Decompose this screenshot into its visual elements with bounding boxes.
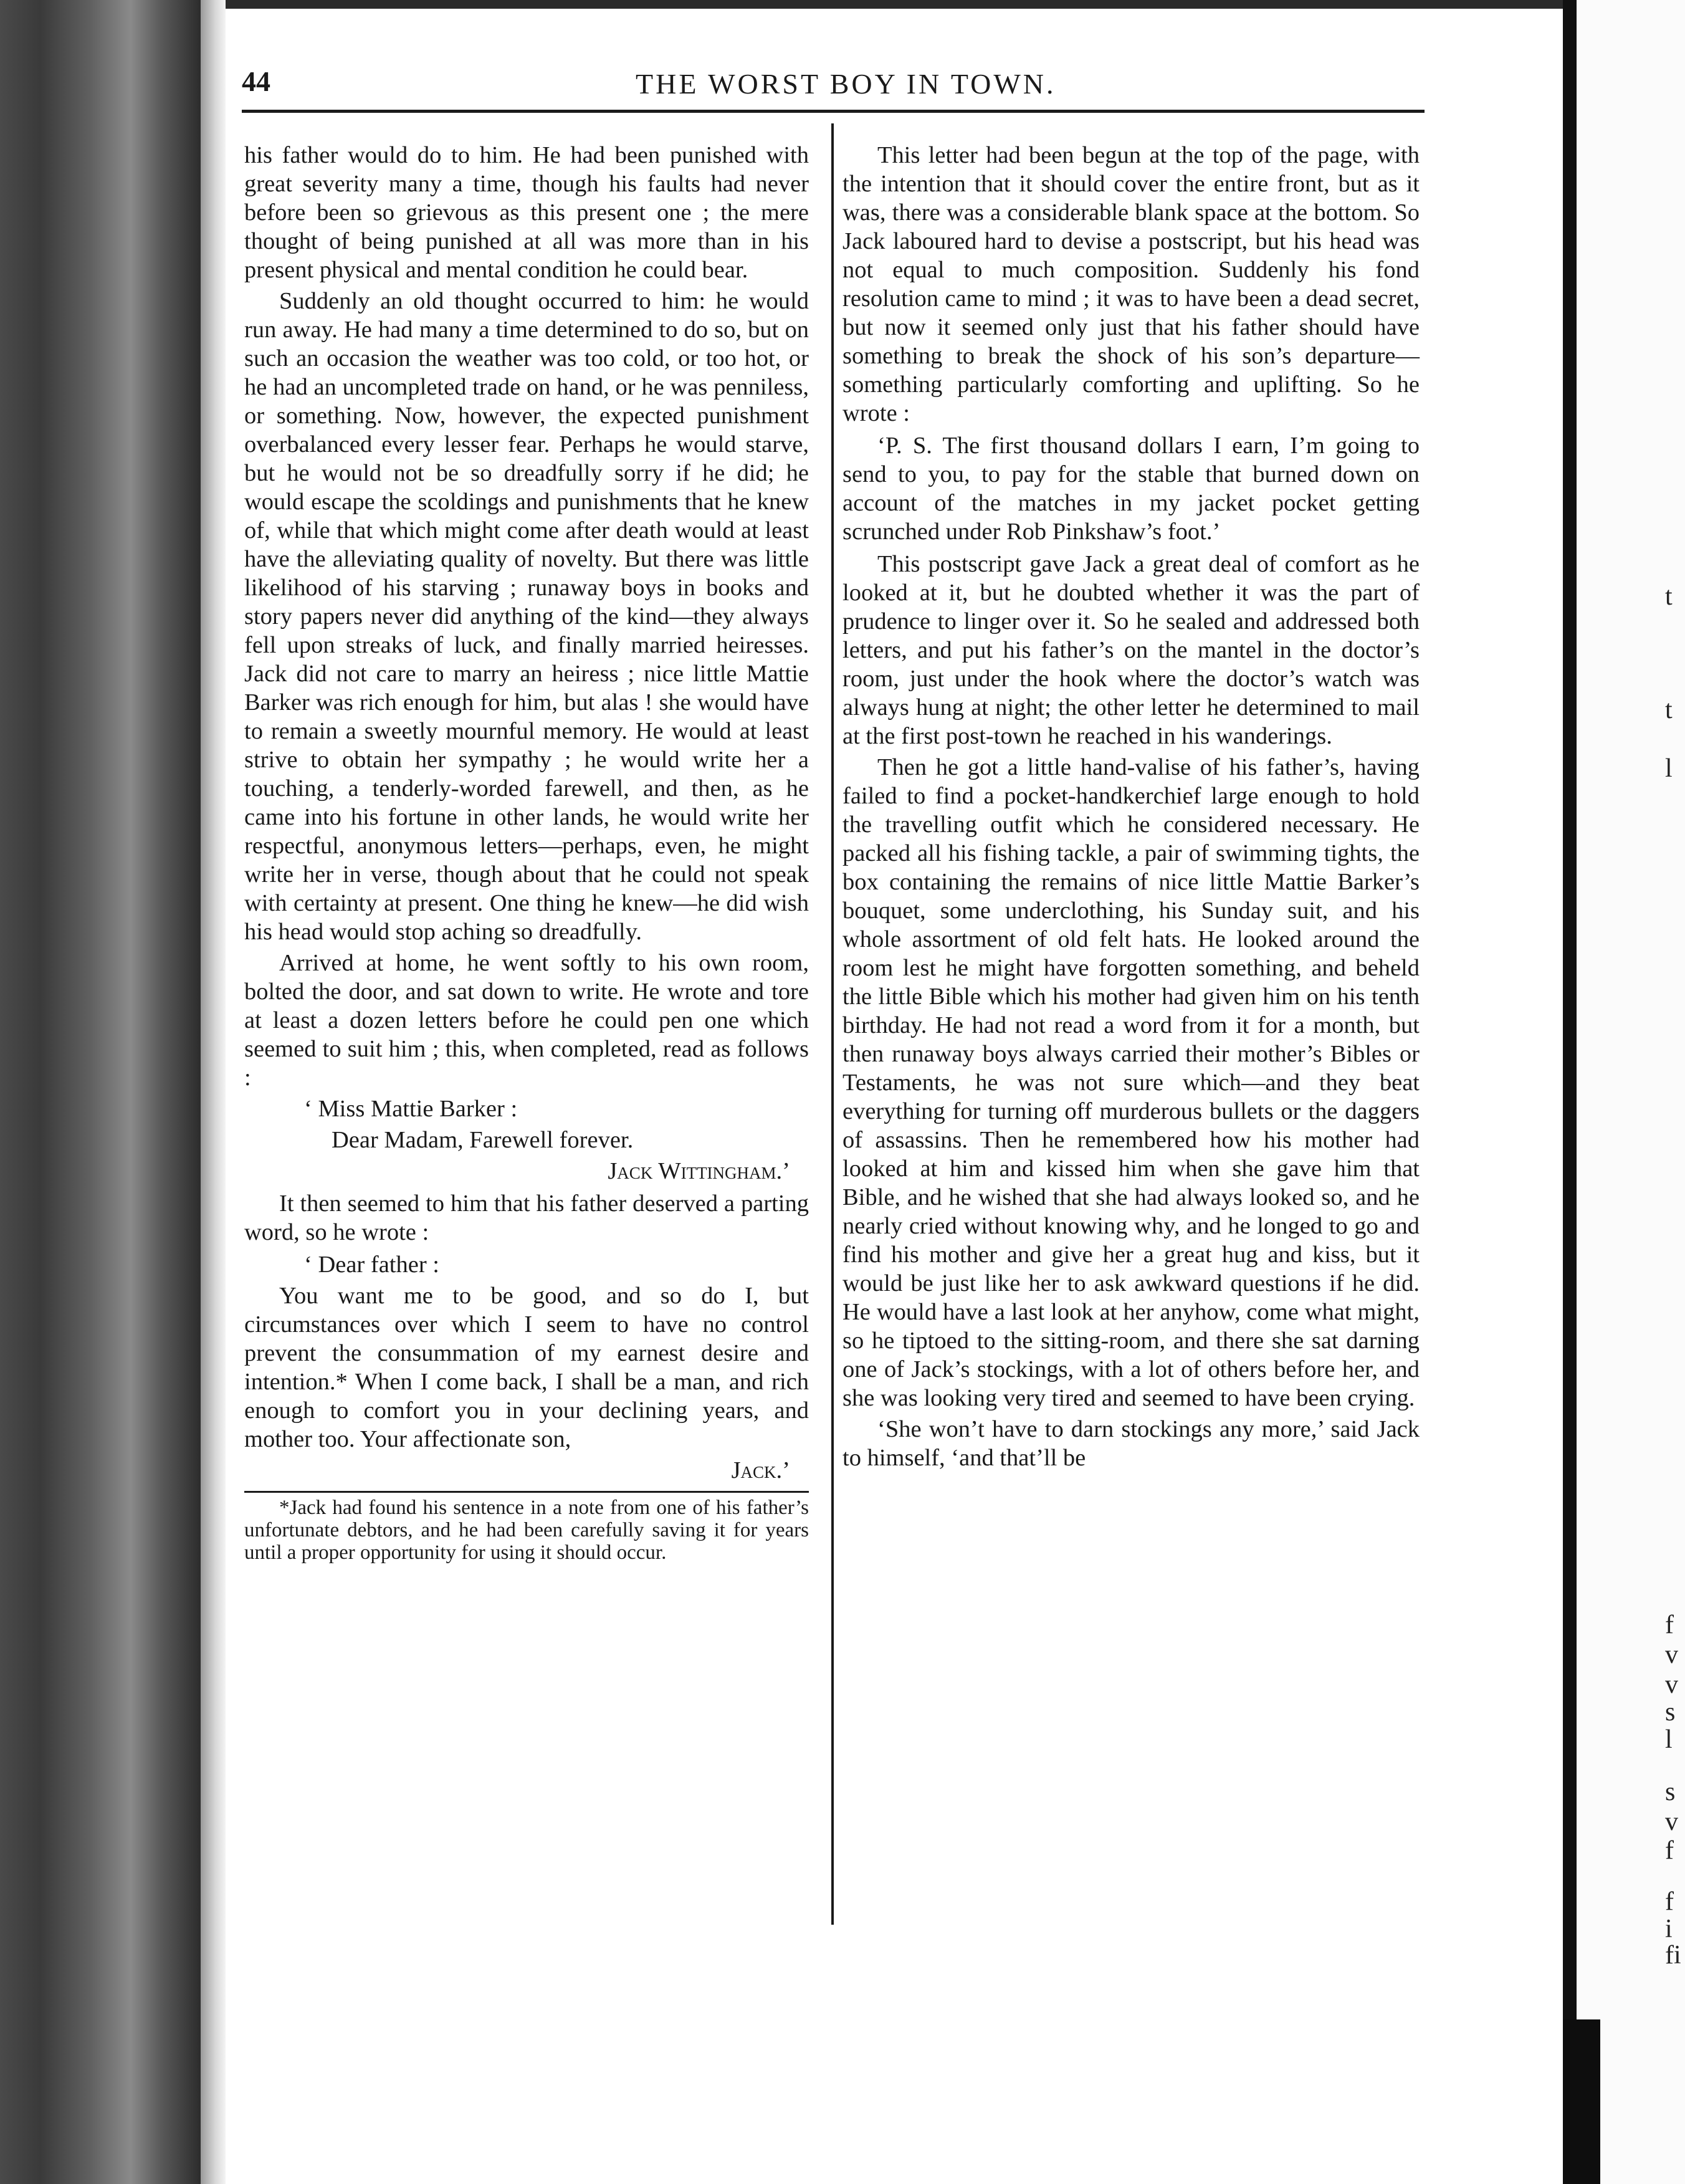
paragraph: Suddenly an old thought occurred to him: he would run away. He had many a time determined to do so, but on such an occasion the weather was too cold, or too hot, or he had an uncompleted trade on hand, or he was penniless, or something. Now, however, the expected punishment overbalanced every lesser fear. Perhaps he would starve, but he would not be so dreadfully sorry if he did; he would escape the scoldings and punishments that he knew of, while that which might come after death would at least have the alleviating quality of novelty. But there was little likelihood of his starving ; runaway boys in books and story papers never did anything of the kind—they always fell upon streaks of luck, and finally married heiresses. Jack did not care to marry an heiress ; nice little Mattie Barker was rich enough for him, but alas ! she would have to remain a sweetly mournful memory. He would at least strive to obtain her sympathy ; he would write her a touching, a tenderly-worded farewell, and then, as he came into his fortune in other lands, he would write her respectful, anonymous letters—perhaps, even, he might write her in verse, though about that he could not speak with certainty at present. One thing he knew—he did wish his head would stop aching so dreadfully. — [244, 288, 809, 945]
next-page-fragment: s — [1665, 1778, 1676, 1806]
running-title: THE WORST BOY IN TOWN. — [636, 68, 1056, 100]
top-edge-shadow — [226, 0, 1563, 9]
footnote: *Jack had found his sentence in a note from one of his father’s unfortunate debtors, and he had been carefully saving it for years until a proper opportunity for using it should occur. — [244, 1497, 809, 1564]
left-column — [244, 141, 809, 1564]
letter-body: You want me to be good, and so do I, but circumstances over which I seem to have no control prevent the consummation of my earnest desire and intention.* When I come back, I shall be a man, and rich enough to comfort you in your declining years, and mother too. Your affectionate son, — [244, 1283, 809, 1452]
column-divider — [831, 123, 834, 1925]
page-edge — [1563, 0, 1577, 2184]
page-number: 44 — [242, 65, 270, 97]
postscript: ‘P. S. The first thousand dollars I earn, I’m going to send to you, to pay for the stable that burned down on account of the matches in my jacket pocket getting scrunched under Rob Pinkshaw’s foot.’ — [842, 433, 1420, 545]
next-page-fragment: i — [1665, 1915, 1673, 1943]
letter-signature: Jack Wittingham.’ — [608, 1158, 790, 1184]
right-column — [842, 141, 1420, 1472]
scan-corner-shadow — [1563, 2019, 1600, 2184]
paragraph: Then he got a little hand-valise of his father’s, having failed to find a pocket-handkerchief large enough to hold the travelling outfit which he considered necessary. He packed all his fishing tackle, a pair of swimming tights, the box containing the remains of nice little Mattie Barker’s bouquet, some underclothing, his Sunday suit, and his whole assortment of old felt hats. He looked around the room lest he might have forgotten something, and beheld the little Bible which his mother had given him on his tenth birthday. He had not read a word from it for a month, but then runaway boys always carried their mother’s Bibles or Testaments, he was not sure which—and they beat everything for turning off murderous bullets or the daggers of assassins. Then he remembered how his mother had looked at him and kissed him when she gave him that Bible, and he wished that she had always looked so, and he nearly cried without knowing why, and he longed to go and find his mother and give her a great hug and kiss, but it would be just like her to ask awkward questions if he did. He would have a last look at her anyhow, come what might, so he tiptoed to the sitting-room, and there she sat darning one of Jack’s stockings, with a lot of others before her, and she was looking very tired and seemed to have been crying. — [842, 754, 1420, 1411]
header-rule — [242, 110, 1425, 113]
paragraph: It then seemed to him that his father deserved a parting word, so he wrote : — [244, 1190, 809, 1245]
next-page-fragment: t — [1665, 696, 1673, 724]
paragraph: This postscript gave Jack a great deal of comfort as he looked at it, but he doubted whether it was the part of prudence to linger over it. So he sealed and addressed both letters, and put his father’s on the mantel in the doctor’s room, just under the hook where the doctor’s watch was always hung at night; the other letter he determined to mail at the first post-town he reached in his wanderings. — [842, 551, 1420, 749]
paragraph: ‘She won’t have to darn stockings any more,’ said Jack to himself, ‘and that’ll be — [842, 1416, 1420, 1471]
letter-salutation: ‘ Dear father : — [304, 1252, 439, 1278]
next-page-fragment: v — [1665, 1670, 1678, 1699]
next-page-fragment: fi — [1665, 1941, 1681, 1970]
paragraph: his father would do to him. He had been punished with great severity many a time, though his faults had never before been so grievous as this present one ; the mere thought of being punished at all was more than in his present physical and mental condition he could bear. — [244, 142, 809, 283]
next-page-fragment: l — [1665, 1725, 1673, 1754]
letter-salutation: ‘ Miss Mattie Barker : — [304, 1096, 518, 1122]
paragraph: This letter had been begun at the top of the page, with the intention that it should cover the entire front, but as it was, there was a considerable blank space at the bottom. So Jack laboured hard to devise a postscript, but his head was not equal to much composition. Suddenly his fond resolution came to mind ; it was to have been a dead secret, but now it seemed only just that his father should have something to break the shock of his son’s departure—something particularly comforting and uplifting. So he wrote : — [842, 142, 1420, 426]
next-page-fragment: s — [1665, 1698, 1676, 1727]
page-gutter-shadow — [201, 0, 226, 2184]
next-page-fragment: f — [1665, 1887, 1674, 1916]
paragraph: Arrived at home, he went softly to his own room, bolted the door, and sat down to write. He wrote and tore at least a dozen letters before he could pen one which seemed to suit him ; this, when completed, read as follows : — [244, 950, 809, 1091]
letter-signature: Jack.’ — [731, 1457, 790, 1483]
footnote-rule — [244, 1491, 809, 1493]
next-page-margin — [1577, 0, 1685, 2184]
next-page-fragment: l — [1665, 754, 1673, 783]
letter-body: Dear Madam, Farewell forever. — [332, 1127, 634, 1153]
next-page-fragment: f — [1665, 1611, 1674, 1639]
next-page-fragment: f — [1665, 1836, 1674, 1865]
book-spine — [0, 0, 201, 2184]
next-page-fragment: v — [1665, 1808, 1678, 1836]
next-page-fragment: v — [1665, 1640, 1678, 1669]
next-page-fragment: t — [1665, 582, 1673, 611]
